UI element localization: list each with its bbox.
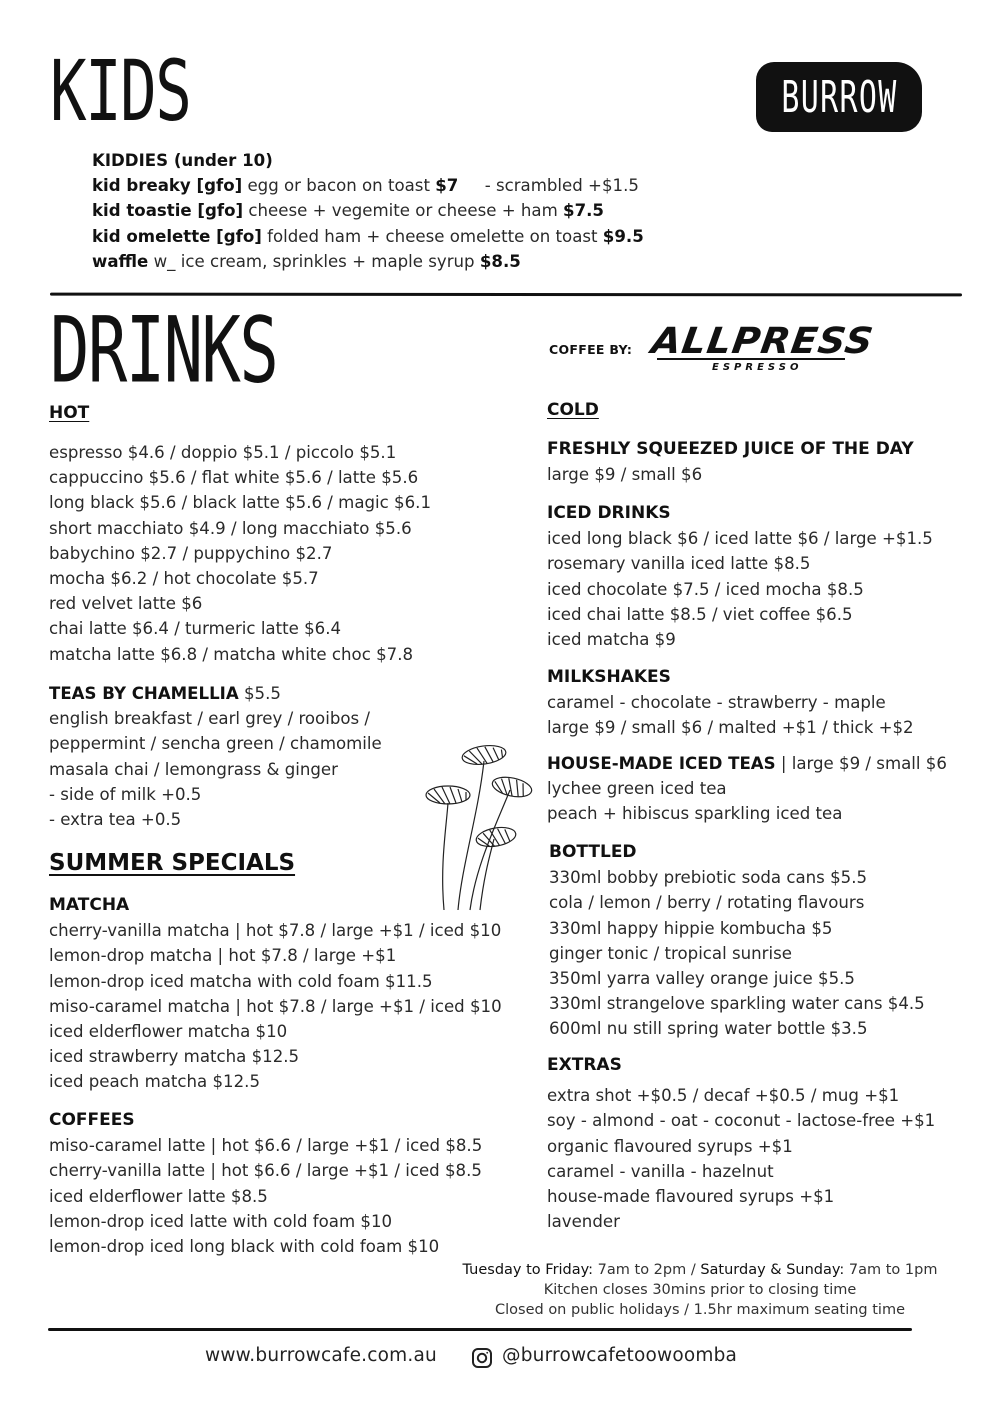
matcha-list xyxy=(49,893,502,1095)
matcha-header: MATCHA xyxy=(49,895,130,915)
menu-line: lemon-drop iced latte with cold foam $10 xyxy=(49,1211,393,1231)
hours-line: Tuesday to Friday: 7am to 2pm / Saturday & Sunday: 7am to 1pm xyxy=(462,1262,938,1278)
menu-line: lemon-drop matcha | hot $7.8 / large +$1 xyxy=(49,946,397,966)
menu-line: - side of milk +0.5 xyxy=(49,784,202,804)
menu-line: organic flavoured syrups +$1 xyxy=(547,1136,793,1156)
instagram-handle[interactable]: @burrowcafetoowoomba xyxy=(502,1345,738,1366)
kids-item: kid omelette [gfo] folded ham + cheese omelette on toast $9.5 xyxy=(92,226,644,246)
teas-header: TEAS BY CHAMELLIA $5.5 xyxy=(49,684,281,703)
kids-item: waffle w_ ice cream, sprinkles + maple syrup $8.5 xyxy=(92,251,521,271)
menu-line: cappuccino $5.6 / flat white $5.6 / latte $5.6 xyxy=(49,468,419,488)
kitchen-note: Kitchen closes 30mins prior to closing time xyxy=(543,1282,857,1298)
menu-line: miso-caramel latte | hot $6.6 / large +$1 / iced $8.5 xyxy=(49,1136,483,1156)
burrow-logo xyxy=(756,62,922,132)
menu-line: miso-caramel matcha | hot $7.8 / large +$1 / iced $10 xyxy=(49,996,502,1016)
menu-line: iced peach matcha $12.5 xyxy=(49,1072,261,1092)
bottled-header: BOTTLED xyxy=(549,842,637,862)
menu-line: large $9 / small $6 / malted +$1 / thick +$2 xyxy=(547,718,914,738)
extras-header: EXTRAS xyxy=(547,1055,622,1075)
menu-line: matcha latte $6.8 / matcha white choc $7.8 xyxy=(49,644,414,664)
coffees-header: COFFEES xyxy=(49,1110,135,1130)
kids-item: kid toastie [gfo] cheese + vegemite or cheese + ham $7.5 xyxy=(92,201,604,221)
opening-hours xyxy=(440,1260,960,1320)
hot-section-title: HOT xyxy=(49,403,90,423)
menu-line: cola / lemon / berry / rotating flavours xyxy=(549,893,865,913)
kids-menu xyxy=(92,148,644,274)
drinks-title: DRINKS xyxy=(50,297,278,404)
menu-line: ginger tonic / tropical sunrise xyxy=(549,943,792,963)
menu-line: - extra tea +0.5 xyxy=(49,809,182,829)
menu-line: iced matcha $9 xyxy=(547,629,676,649)
website-link[interactable]: www.burrowcafe.com.au xyxy=(205,1345,437,1366)
menu-line: mocha $6.2 / hot chocolate $5.7 xyxy=(49,568,319,588)
summer-specials-title: SUMMER SPECIALS xyxy=(49,850,296,876)
milkshakes-header: MILKSHAKES xyxy=(547,667,671,687)
milkshakes-list xyxy=(547,665,914,741)
menu-line: caramel - chocolate - strawberry - maple xyxy=(547,693,886,713)
menu-line: long black $5.6 / black latte $5.6 / magic $6.1 xyxy=(49,493,431,513)
menu-line: iced chai latte $8.5 / viet coffee $6.5 xyxy=(547,604,853,624)
bottled-list xyxy=(549,840,925,1042)
coffee-by-label: COFFEE BY: xyxy=(549,342,633,357)
menu-line: peppermint / sencha green / chamomile xyxy=(49,734,382,754)
menu-line: red velvet latte $6 xyxy=(49,594,203,614)
menu-line: babychino $2.7 / puppychino $2.7 xyxy=(49,543,333,563)
daisy-flowers-illustration xyxy=(418,735,536,913)
iced-drinks-header: ICED DRINKS xyxy=(547,503,671,523)
iced-teas-header: HOUSE-MADE ICED TEAS | large $9 / small $6 xyxy=(547,754,947,773)
menu-line: iced elderflower latte $8.5 xyxy=(49,1186,268,1206)
menu-line: cherry-vanilla matcha | hot $7.8 / large +$1 / iced $10 xyxy=(49,921,502,941)
menu-line: 600ml nu still spring water bottle $3.5 xyxy=(549,1019,868,1039)
menu-line: large $9 / small $6 xyxy=(547,465,703,485)
juice-header: FRESHLY SQUEEZED JUICE OF THE DAY xyxy=(547,439,914,459)
menu-line: lemon-drop iced long black with cold foam $10 xyxy=(49,1236,440,1256)
menu-line: iced chocolate $7.5 / iced mocha $8.5 xyxy=(547,579,864,599)
menu-line: masala chai / lemongrass & ginger xyxy=(49,759,338,779)
menu-line: cherry-vanilla latte | hot $6.6 / large +$1 / iced $8.5 xyxy=(49,1161,482,1181)
kids-section-label: KIDDIES (under 10) xyxy=(92,151,273,170)
menu-line: house-made flavoured syrups +$1 xyxy=(547,1186,835,1206)
summer-coffees-list xyxy=(49,1108,482,1259)
menu-line: rosemary vanilla iced latte $8.5 xyxy=(547,554,811,574)
cold-section-title: COLD xyxy=(547,400,599,420)
menu-line: lychee green iced tea xyxy=(547,779,727,799)
teas-list xyxy=(49,681,382,832)
menu-line: english breakfast / earl grey / rooibos / xyxy=(49,709,371,729)
closed-note: Closed on public holidays / 1.5hr maximum seating time xyxy=(495,1302,905,1318)
allpress-logo xyxy=(648,321,877,373)
kids-item: kid breaky [gfo] egg or bacon on toast $7 - scrambled +$1.5 xyxy=(92,176,639,196)
menu-line: short macchiato $4.9 / long macchiato $5.6 xyxy=(49,518,412,538)
menu-line: caramel - vanilla - hazelnut xyxy=(547,1161,774,1181)
allpress-wordmark: ALLPRESS xyxy=(648,321,877,362)
menu-line: peach + hibiscus sparkling iced tea xyxy=(547,804,843,824)
instagram-icon[interactable] xyxy=(471,1347,493,1369)
menu-line: 350ml yarra valley orange juice $5.5 xyxy=(549,968,855,988)
menu-line: iced strawberry matcha $12.5 xyxy=(49,1047,300,1067)
menu-line: extra shot +$0.5 / decaf +$0.5 / mug +$1 xyxy=(547,1086,900,1106)
menu-line: iced elderflower matcha $10 xyxy=(49,1021,288,1041)
footer-divider xyxy=(48,1328,912,1331)
menu-line: 330ml strangelove sparkling water cans $4.5 xyxy=(549,994,925,1014)
section-divider xyxy=(50,293,962,297)
menu-line: 330ml bobby prebiotic soda cans $5.5 xyxy=(549,868,868,888)
iced-drinks-list xyxy=(547,501,933,652)
juice-block xyxy=(547,437,914,487)
menu-line: lemon-drop iced matcha with cold foam $11.5 xyxy=(49,971,433,991)
menu-line: lavender xyxy=(547,1212,620,1232)
iced-teas-list xyxy=(547,751,947,827)
hot-drinks-list xyxy=(49,440,431,667)
menu-line: chai latte $6.4 / turmeric latte $6.4 xyxy=(49,619,342,639)
kids-title: KIDS xyxy=(50,43,191,141)
menu-line: soy - almond - oat - coconut - lactose-free +$1 xyxy=(547,1111,936,1131)
menu-line: espresso $4.6 / doppio $5.1 / piccolo $5.1 xyxy=(49,443,397,462)
extras-list xyxy=(547,1053,935,1234)
allpress-subtitle: ESPRESSO xyxy=(712,362,803,373)
menu-line: iced long black $6 / iced latte $6 / large +$1.5 xyxy=(547,529,933,549)
burrow-logo-text: BURROW xyxy=(780,71,898,123)
menu-line: 330ml happy hippie kombucha $5 xyxy=(549,918,833,938)
